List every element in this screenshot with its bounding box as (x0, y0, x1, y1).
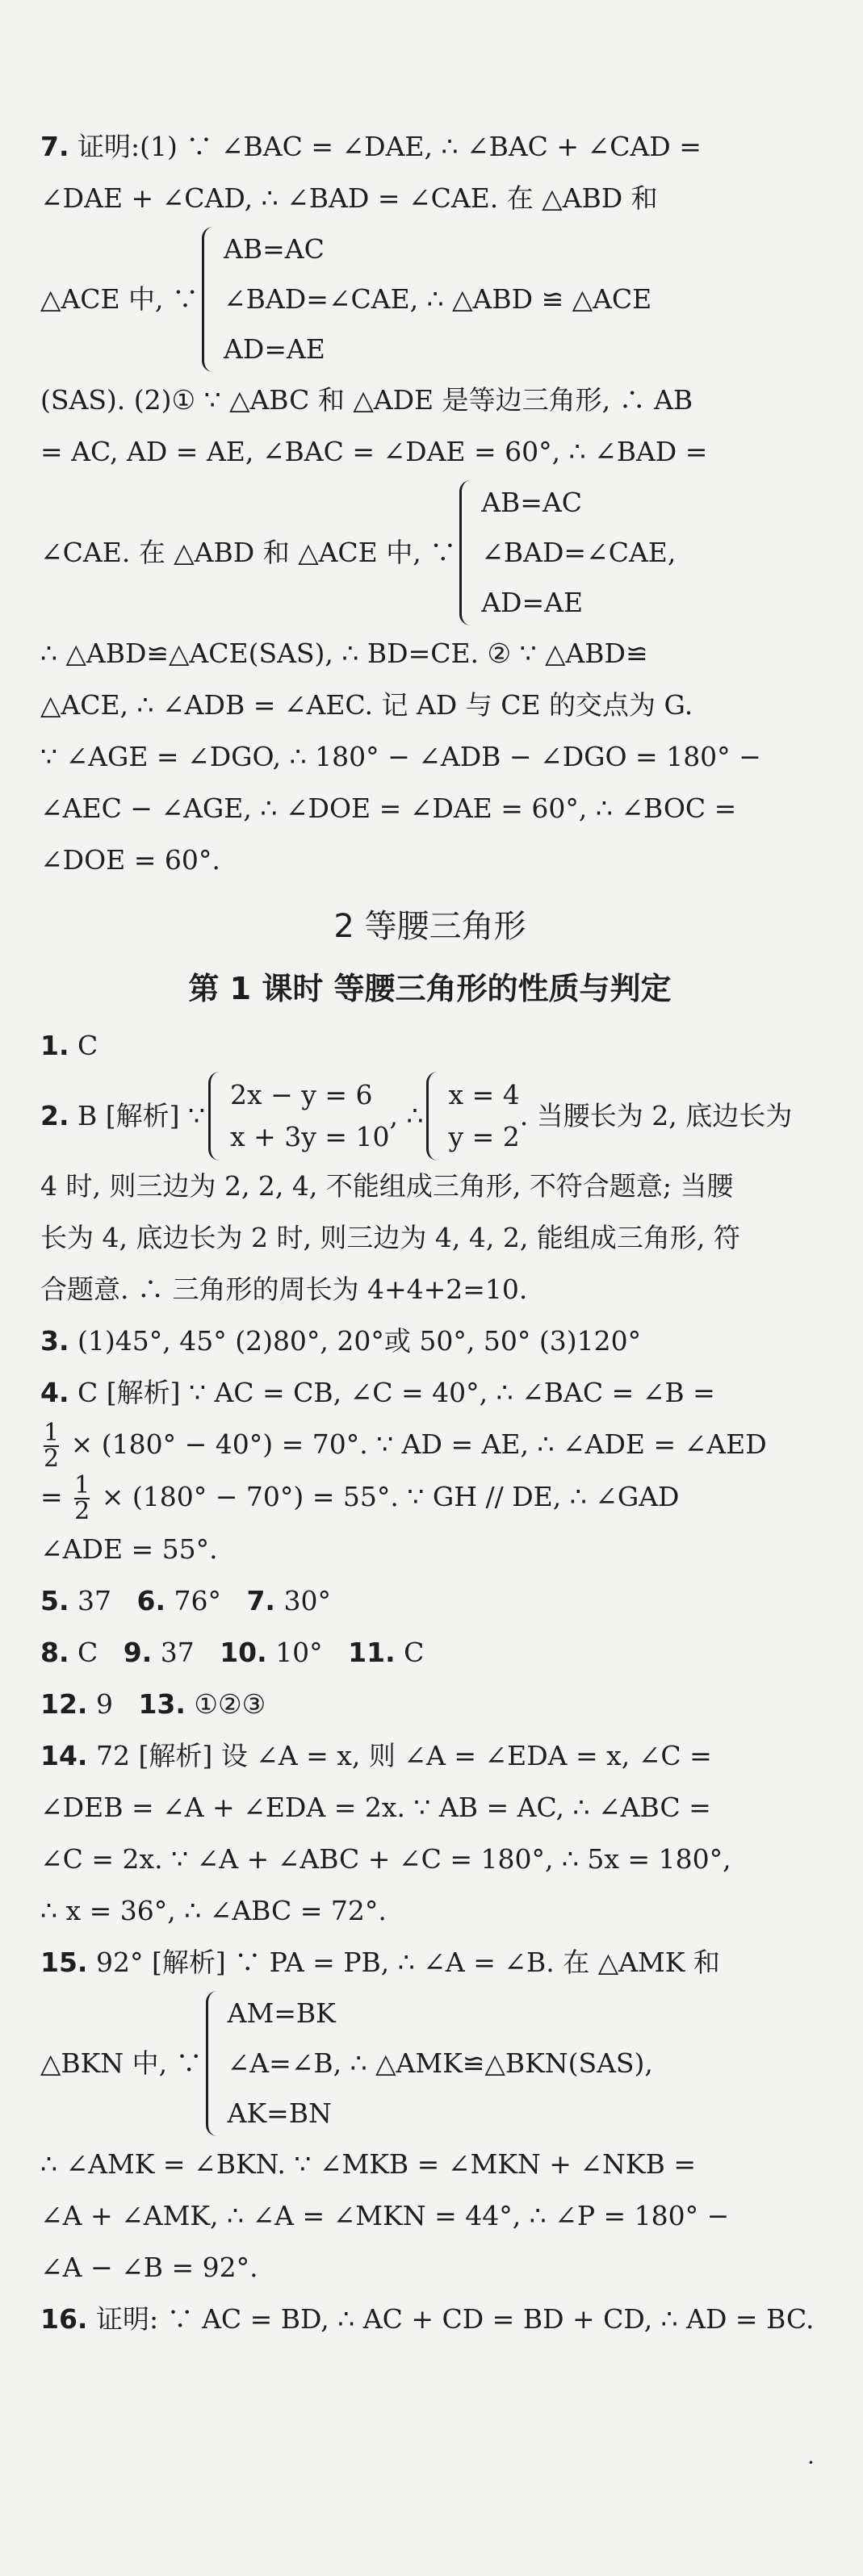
trailing-dot: · (807, 2449, 815, 2476)
system-line: AD=AE (224, 333, 325, 365)
answer-text: 30° (283, 1585, 331, 1616)
answer-line: 4 时, 则三边为 2, 2, 4, 不能组成三角形, 不符合题意; 当腰 (40, 1170, 734, 1202)
answer-text: 10° (275, 1637, 323, 1668)
numerator: 1 (74, 1471, 90, 1499)
answer-line: ∠DEB = ∠A + ∠EDA = 2x. ∵ AB = AC, ∴ ∠ABC = (40, 1792, 711, 1823)
answer-line: ∴ ∠AMK = ∠BKN. ∵ ∠MKB = ∠MKN + ∠NKB = (40, 2148, 696, 2180)
answer-line: = AC, AD = AE, ∠BAC = ∠DAE = 60°, ∴ ∠BAD = (40, 436, 708, 467)
denominator: 2 (74, 1497, 90, 1525)
item-number: 9. (123, 1637, 153, 1668)
answer-line: × (180° − 40°) = 70°. ∵ AD = AE, ∴ ∠ADE = ∠AED (70, 1428, 767, 1460)
item-number: 3. (40, 1325, 69, 1357)
answer-item-15 (40, 1937, 819, 2294)
brace-symbol (202, 227, 219, 372)
item-number: 8. (40, 1637, 69, 1668)
answer-text: (1)45°, 45° (2)80°, 20°或 50°, 50° (3)120° (78, 1325, 642, 1357)
system-line: AK=BN (227, 2097, 332, 2129)
answer-line: 证明: ∵ AC = BD, ∴ AC + CD = BD + CD, ∴ AD = BC. (95, 2303, 815, 2335)
brace-symbol (459, 480, 476, 625)
answer-text: , ∴ (389, 1100, 424, 1131)
denominator: 2 (44, 1445, 60, 1473)
brace-symbol (208, 1072, 225, 1160)
answer-text: 9 (95, 1688, 113, 1720)
answer-line: 92° [解析] ∵ PA = PB, ∴ ∠A = ∠B. 在 △AMK 和 (95, 1947, 720, 1978)
answer-line: ∠A − ∠B = 92°. (40, 2252, 258, 2283)
answer-line: 证明:(1) ∵ ∠BAC = ∠DAE, ∴ ∠BAC + ∠CAD = (78, 131, 702, 162)
answer-line: ∴ △ABD≌△ACE(SAS), ∴ BD=CE. ② ∵ △ABD≌ (40, 638, 648, 669)
answer-line: 合题意. ∴ 三角形的周长为 4+4+2=10. (40, 1273, 528, 1305)
system-line: AM=BK (227, 1997, 336, 2029)
system-line: y = 2 (448, 1121, 520, 1152)
brace-symbol (206, 1991, 223, 2136)
system-line: x + 3y = 10 (229, 1121, 390, 1152)
answer-line: ∠AEC − ∠AGE, ∴ ∠DOE = ∠DAE = 60°, ∴ ∠BOC = (40, 792, 737, 824)
system-line: AD=AE (481, 587, 584, 618)
answer-text: △ACE 中, ∵ (40, 283, 199, 315)
item-number: 6. (136, 1585, 165, 1616)
item-number: 2. (40, 1100, 69, 1131)
answer-row-5-7 (40, 1575, 819, 1627)
answer-item-3 (40, 1315, 819, 1367)
answer-item-1 (40, 1020, 819, 1072)
answer-text: 37 (78, 1585, 111, 1616)
answer-text: △BKN 中, ∵ (40, 2047, 203, 2079)
answer-line: ∴ x = 36°, ∴ ∠ABC = 72°. (40, 1895, 387, 1926)
answer-line: 72 [解析] 设 ∠A = x, 则 ∠A = ∠EDA = x, ∠C = (95, 1740, 712, 1771)
system-line: ∠BAD=∠CAE, (481, 537, 677, 568)
system-line: ∠A=∠B, ∴ △AMK≌△BKN(SAS), (227, 2047, 653, 2079)
fraction (74, 1471, 90, 1525)
item-number: 7. (40, 131, 69, 162)
answer-line: ∠DAE + ∠CAD, ∴ ∠BAD = ∠CAE. 在 △ABD 和 (40, 182, 658, 214)
answer-line: C [解析] ∵ AC = CB, ∠C = 40°, ∴ ∠BAC = ∠B = (78, 1377, 715, 1408)
answer-item-7 (40, 121, 819, 886)
section-title: 2 等腰三角形 (333, 908, 526, 945)
item-number: 1. (40, 1030, 69, 1061)
equation-system (40, 1988, 819, 2139)
item-number: 15. (40, 1947, 88, 1978)
answer-text: = (40, 1481, 63, 1512)
item-number: 5. (40, 1585, 69, 1616)
item-number: 14. (40, 1740, 88, 1771)
answer-text: . 当腰长为 2, 底边长为 (519, 1100, 793, 1131)
answer-row-12-13 (40, 1679, 819, 1730)
answer-item-16 (40, 2294, 819, 2345)
answer-line: × (180° − 70°) = 55°. ∵ GH // DE, ∴ ∠GAD (101, 1481, 680, 1512)
answer-line: ∠A + ∠AMK, ∴ ∠A = ∠MKN = 44°, ∴ ∠P = 180° − (40, 2200, 730, 2231)
brace-symbol (426, 1072, 443, 1160)
equation-system (40, 224, 819, 374)
equation-system (40, 478, 819, 628)
answer-text: 37 (160, 1637, 195, 1668)
answer-line: ∠DOE = 60°. (40, 844, 220, 876)
system-line: x = 4 (448, 1079, 520, 1110)
system-line: 2x − y = 6 (229, 1079, 373, 1110)
answer-line: △ACE, ∴ ∠ADB = ∠AEC. 记 AD 与 CE 的交点为 G. (40, 689, 693, 721)
system-line: ∠BAD=∠CAE, ∴ △ABD ≌ △ACE (224, 283, 652, 315)
item-number: 13. (138, 1688, 186, 1720)
item-number: 7. (246, 1585, 275, 1616)
answer-item-2 (40, 1072, 819, 1315)
answer-line: ∵ ∠AGE = ∠DGO, ∴ 180° − ∠ADB − ∠DGO = 180° − (40, 741, 761, 772)
item-number: 10. (220, 1637, 267, 1668)
item-number: 11. (348, 1637, 396, 1668)
answer-line: 长为 4, 底边长为 2 时, 则三边为 4, 4, 2, 能组成三角形, 符 (40, 1222, 740, 1253)
answer-item-4 (40, 1367, 819, 1575)
answer-text: C (404, 1637, 425, 1668)
equation-system (40, 1072, 819, 1160)
item-number: 12. (40, 1688, 88, 1720)
answer-line: ∠ADE = 55°. (40, 1533, 218, 1565)
lesson-title: 第 1 课时 等腰三角形的性质与判定 (188, 971, 672, 1006)
answer-text: C (78, 1637, 98, 1668)
item-number: 16. (40, 2303, 88, 2335)
answer-text: C (78, 1030, 98, 1061)
item-number: 4. (40, 1377, 69, 1408)
answer-text: B [解析] ∵ (78, 1100, 205, 1131)
answer-text: ①②③ (194, 1688, 266, 1720)
answer-row-8-11 (40, 1627, 819, 1679)
system-line: AB=AC (224, 233, 325, 265)
numerator: 1 (44, 1419, 60, 1447)
answer-item-14 (40, 1730, 819, 1937)
answer-line: ∠C = 2x. ∵ ∠A + ∠ABC + ∠C = 180°, ∴ 5x = 180°, (40, 1843, 731, 1875)
answer-text: ∠CAE. 在 △ABD 和 △ACE 中, ∵ (40, 537, 457, 568)
fraction (44, 1421, 59, 1471)
system-line: AB=AC (481, 487, 583, 518)
answer-line: (SAS). (2)① ∵ △ABC 和 △ADE 是等边三角形, ∴ AB (40, 384, 693, 416)
answer-text: 76° (174, 1585, 221, 1616)
answer-content (40, 121, 819, 2345)
